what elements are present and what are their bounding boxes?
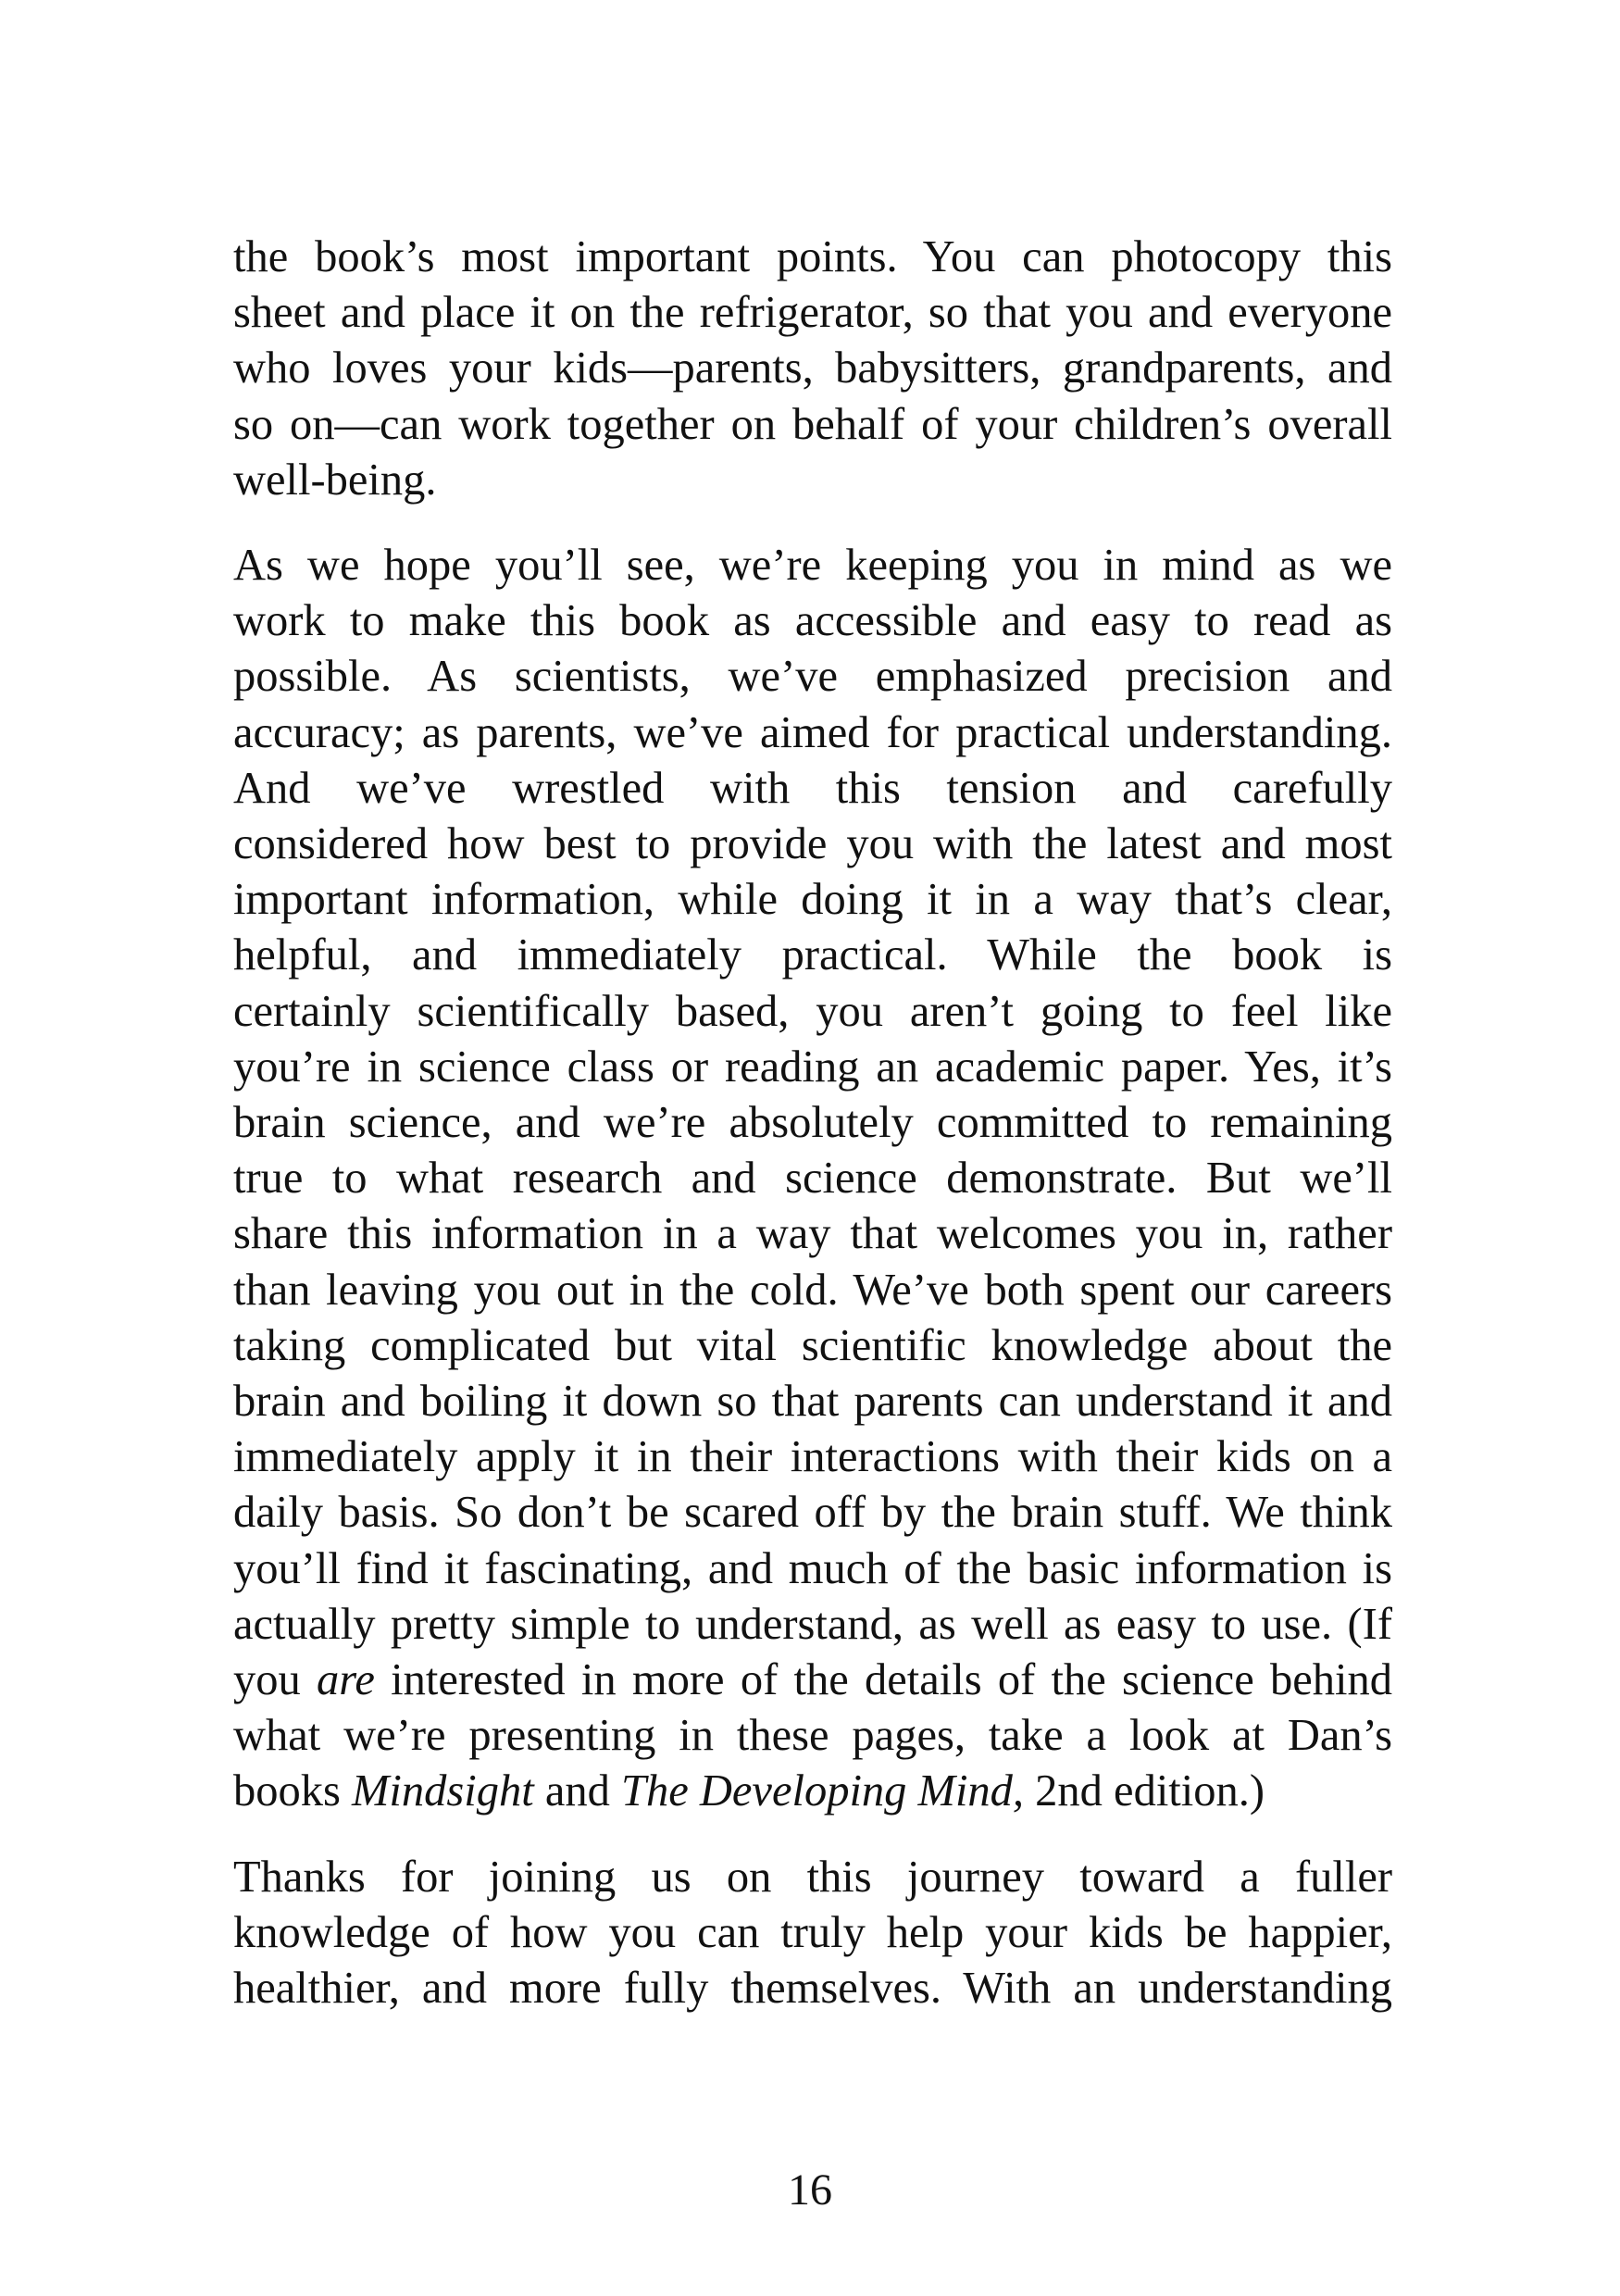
text-line: knowledge of how you can truly help your kids be happier, — [233, 1907, 1392, 1957]
text-line: brain and boiling it down so that parents can understand it and — [233, 1377, 1392, 1427]
text-run: 2nd edition.) — [1024, 1766, 1265, 1816]
book-page-body — [233, 230, 1392, 2016]
text-line: helpful, and immediately practical. While the book is — [233, 930, 1392, 980]
text-line: you’re in science class or reading an academic paper. Yes, it’s — [233, 1042, 1392, 1092]
text-run: you — [233, 1655, 318, 1705]
text-line: accuracy; as parents, we’ve aimed for practical understanding. — [233, 707, 1392, 757]
paragraph-1 — [233, 230, 1392, 508]
text-line: than leaving you out in the cold. We’ve both spent our careers — [233, 1265, 1392, 1315]
book-title-mindsight: Mindsight — [352, 1766, 534, 1816]
text-line: you’ll find it fascinating, and much of the basic information is — [233, 1543, 1392, 1593]
text-line: well-being. — [233, 455, 437, 505]
text-run: and — [533, 1766, 621, 1816]
paragraph-3 — [233, 1850, 1392, 2017]
text-line: important information, while doing it in a way that’s clear, — [233, 875, 1392, 925]
text-line: certainly scientifically based, you aren’t going to feel like — [233, 986, 1392, 1036]
text-line — [233, 1764, 1392, 1819]
text-line: considered how best to provide you with the latest and most — [233, 819, 1392, 869]
text-line: true to what research and science demonstrate. But we’ll — [233, 1154, 1392, 1204]
text-line — [233, 1653, 1392, 1708]
text-line: possible. As scientists, we’ve emphasized precision and — [233, 652, 1392, 702]
text-line: healthier, and more fully themselves. With an understanding — [233, 1964, 1392, 2014]
text-line: brain science, and we’re absolutely committed to remaining — [233, 1098, 1392, 1148]
text-line: Thanks for joining us on this journey toward a fuller — [233, 1852, 1392, 1902]
text-run: books — [233, 1766, 352, 1816]
text-line: taking complicated but vital scientific knowledge about the — [233, 1320, 1392, 1370]
text-line: sheet and place it on the refrigerator, so that you and everyone — [233, 288, 1392, 338]
text-line: As we hope you’ll see, we’re keeping you in mind as we — [233, 541, 1392, 591]
text-line: daily basis. So don’t be scared off by the brain stuff. We think — [233, 1488, 1392, 1538]
text-line: And we’ve wrestled with this tension and carefully — [233, 763, 1392, 813]
italic-emphasis: are — [317, 1655, 375, 1705]
paragraph-2 — [233, 538, 1392, 1820]
text-line: so on—can work together on behalf of your children’s overall — [233, 399, 1392, 449]
text-run: interested in more of the details of the science behind — [374, 1655, 1392, 1705]
text-line: who loves your kids—parents, babysitters, grandparents, and — [233, 343, 1392, 393]
text-line: immediately apply it in their interactions with their kids on a — [233, 1432, 1392, 1482]
text-line: actually pretty simple to understand, as well as easy to use. (If — [233, 1599, 1392, 1649]
text-line: share this information in a way that welcomes you in, rather — [233, 1209, 1392, 1259]
text-line: the book’s most important points. You can photocopy this — [233, 232, 1392, 281]
page-number: 16 — [788, 2165, 832, 2215]
book-title-developing-mind: The Developing Mind, — [620, 1766, 1025, 1816]
text-line: what we’re presenting in these pages, take a look at Dan’s — [233, 1711, 1392, 1761]
text-line: work to make this book as accessible and easy to read as — [233, 596, 1392, 646]
